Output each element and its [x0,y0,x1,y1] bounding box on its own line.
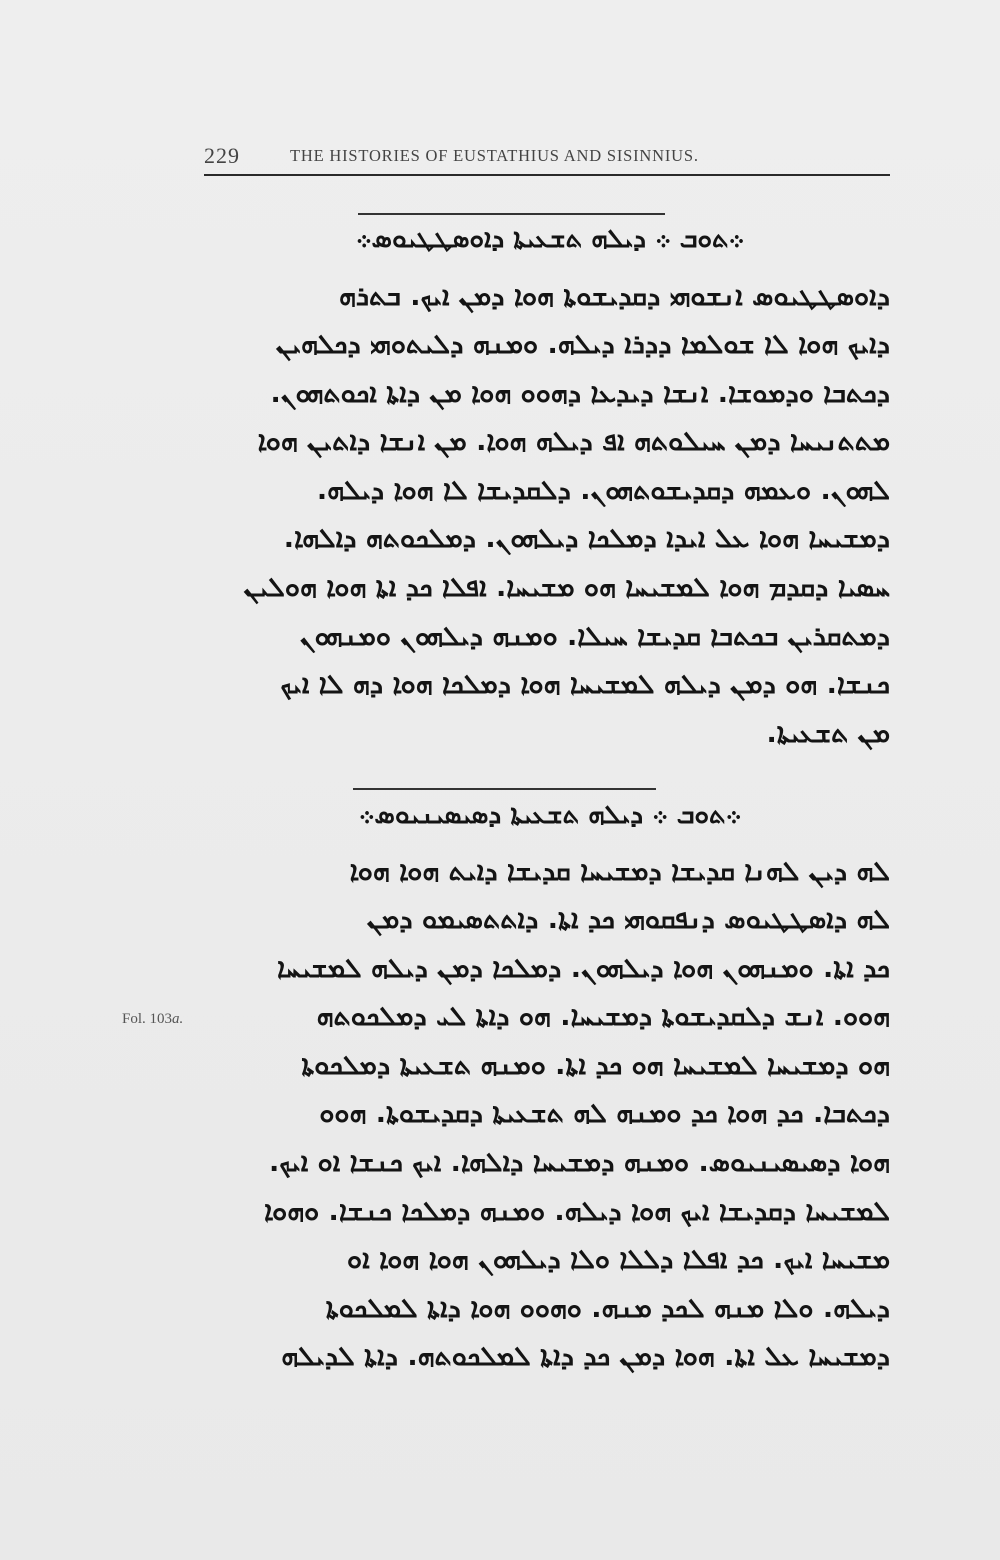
section-2-line-8: ܠܡܫܝܚܐ ܕܩܕܝܫܐ ܐܝܟ ܗܘܐ ܕܝܠܗ. ܘܡܢܗ ܕܡܠܟܐ ܟܢܫܐ. ܘܗܘܐ [264,1196,890,1227]
page-number: 229 [204,143,240,168]
running-head [204,143,890,169]
section-2-line-11: ܕܡܫܝܚܐ ܥܠ ܐܬܐ. ܗܘܐ ܕܡܢ ܟܕ ܕܐܬܐ ܠܡܠܟܘܬܗ. ܕܐܬܐ ܠܕܝܠܗ [281,1341,890,1372]
section-2-line-3: ܟܕ ܐܬܐ. ܘܡܢܗܘܢ ܗܘܐ ܕܝܠܗܘܢ. ܕܡܠܟܐ ܕܡܢ ܕܝܠܗ ܠܡܫܝܚܐ [276,953,890,984]
section-2-line-1: ܠܗ ܕܝܢ ܠܗܢܐ ܩܕܝܫܐ ܕܡܫܝܚܐ ܩܕܝܫܐ ܕܐܝܬ ܗܘܐ ܗܘܐ [349,856,890,887]
section-1-line-1: ܕܐܘܣܛܛܝܘܣ ܐܢܫܘܗܝ ܕܩܕܝܫܘܬܐ ܗܘܐ ܕܡܢ ܐܝܟ. ܒܬܪܗ [339,281,890,312]
section-2-line-5: ܗܘ ܕܡܫܝܚܐ ܠܡܫܝܚܐ ܗܘ ܟܕ ܐܬܐ. ܘܡܢܗ ܬܫܥܝܬܐ ܕܡܠܟܘܬܐ [301,1050,890,1081]
section-2-rule [353,788,656,790]
section-2-line-2: ܠܗ ܕܐܣܛܛܝܘܣ ܕܢܦܩܘܗܝ ܟܕ ܐܬܐ. ܕܐܬܬܣܝܡܘ ܕܡܢ [366,904,890,935]
folio-side: a. [172,1011,184,1027]
section-1-rule [358,213,665,215]
section-1-line-5: ܠܗܘܢ. ܘܥܡܗ ܕܩܕܝܫܘܬܗܘܢ. ܕܠܩܕܝܫܐ ܠܐ ܗܘܐ ܕܝܠܗ. [316,475,890,506]
section-1-line-7: ܚܣܝܐ ܕܩܕܡ ܗܘܐ ܠܡܫܝܚܐ ܗܘ ܡܫܝܚܐ. ܐܦܠܐ ܟܕ ܐܬܐ ܗܘܐ ܗܘܠܝܢ [243,572,890,603]
section-2-line-10: ܕܝܠܗ. ܘܠܐ ܡܢܗ ܠܟܕ ܡܢܗ. ܘܗܘܘ ܗܘܐ ܕܐܬܐ ܠܡܠܟܘܬܐ [325,1293,890,1324]
folio-marginal-note [122,1011,183,1028]
section-1-line-9: ܟܢܫܐ. ܗܘ ܕܡܢ ܕܝܠܗ ܠܡܫܝܚܐ ܗܘܐ ܕܡܠܟܐ ܗܘܐ ܕܗ ܠܐ ܐܝܟ [280,669,890,700]
section-2-line-9: ܡܫܝܚܐ ܐܝܟ. ܟܕ ܐܦܠܐ ܕܠܠܐ ܘܠܐ ܕܝܠܗܘܢ ܗܘܐ ܗܘܐ ܐܘ [347,1244,890,1275]
section-1-line-4: ܡܬܬܢܝܚܐ ܕܡܢ ܚܝܠܘܬܗ ܐܦ ܕܝܠܗ ܗܘܐ. ܡܢ ܐܢܫܐ ܕܐܬܝܢ ܗܘܐ [257,426,890,457]
section-2-heading: ܀ܬܘܒ ܀ ܕܝܠܗ ܬܫܥܝܬܐ ܕܣܝܣܝܢܝܘܣ܀ [358,800,742,830]
section-1-line-3: ܕܟܬܒܐ ܘܕܡܘܫܐ. ܐܢܫܐ ܕܝܕܥܐ ܕܗܘܘ ܗܘܐ ܡܢ ܕܐܬܐ ܐܟܘܬܗܘܢ. [270,378,890,409]
section-1-line-2: ܕܐܝܟ ܗܘܐ ܠܐ ܫܘܠܡܐ ܕܕܪܐ ܕܝܠܗ. ܘܡܢܗ ܕܠܝܬܘܗܝ ܕܟܠܗܝܢ [276,329,890,360]
folio-prefix: Fol. 103 [122,1011,173,1027]
section-2-line-6: ܕܟܬܒܐ. ܟܕ ܗܘܐ ܟܕ ܘܡܢܗ ܠܗ ܬܫܥܝܬܐ ܕܩܕܝܫܘܬܐ. ܗܘܘ [319,1098,890,1129]
section-1-line-8: ܕܡܬܩܪܝܢ ܒܟܬܒܐ ܩܕܝܫܐ ܚܝܠܐ. ܘܡܢܗ ܕܝܠܗܘܢ ܘܡܢܗܘܢ [299,621,890,652]
header-rule [204,174,890,176]
section-1-line-10: ܡܢ ܬܫܥܝܬܐ. [766,718,890,749]
section-1-heading: ܀ܬܘܒ ܀ ܕܝܠܗ ܬܫܥܝܬܐ ܕܐܘܣܛܛܝܘܣ܀ [355,224,745,254]
section-1-line-6: ܕܡܫܝܚܐ ܗܘܐ ܥܠ ܐܝܕܐ ܕܡܠܟܐ ܕܝܠܗܘܢ. ܕܡܠܟܘܬܗ ܕܐܠܗܐ. [283,523,890,554]
section-2-line-7: ܗܘܐ ܕܣܝܣܝܢܝܘܣ. ܘܡܢܗ ܕܡܫܝܚܐ ܕܐܠܗܐ. ܐܝܟ ܟܢܫܐ ܐܘ ܐܝܟ. [268,1147,890,1178]
section-2-line-4: ܗܘܘ. ܐܢܫ ܕܠܩܕܝܫܘܬܐ ܕܡܫܝܚܐ. ܗܘ ܕܐܬܐ ܠܝ ܕܡܠܟܘܬܗ [316,1001,890,1032]
running-title: THE HISTORIES OF EUSTATHIUS AND SISINNIUS. [290,146,699,165]
